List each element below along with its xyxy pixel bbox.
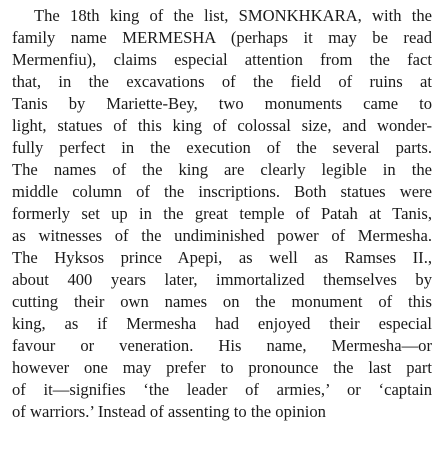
text-line-3: Mermenfiu), claims especial attention from the fact	[12, 50, 432, 69]
text-line-6: light, statues of this king of colossal size, and wonder-	[12, 116, 432, 135]
text-line-14: cutting their own names on the monument of this	[12, 292, 432, 311]
text-line-13: about 400 years later, immortalized themselves by	[12, 270, 432, 289]
text-line-17: however one may prefer to pronounce the last part	[12, 358, 432, 377]
text-line-1: The 18th king of the list, SMONKHKARA, with the	[34, 6, 432, 25]
text-line-9: middle column of the inscriptions. Both statues were	[12, 182, 432, 201]
text-line-19: of warriors.’ Instead of assenting to the opinion	[12, 402, 326, 421]
text-line-5: Tanis by Mariette-Bey, two monuments came to	[12, 94, 432, 113]
text-line-2: family name MERMESHA (perhaps it may be read	[12, 28, 432, 47]
text-line-8: The names of the king are clearly legible in the	[12, 160, 432, 179]
text-line-15: king, as if Mermesha had enjoyed their especial	[12, 314, 432, 333]
text-line-10: formerly set up in the great temple of Patah at Tanis,	[12, 204, 432, 223]
document-page	[12, 5, 432, 423]
text-line-18: of it—signifies ‘the leader of armies,’ or ‘captain	[12, 380, 432, 399]
text-line-11: as witnesses of the undiminished power of Mermesha.	[12, 226, 432, 245]
text-line-7: fully perfect in the execution of the several parts.	[12, 138, 432, 157]
text-line-12: The Hyksos prince Apepi, as well as Ramses II.,	[12, 248, 432, 267]
text-line-4: that, in the excavations of the field of ruins at	[12, 72, 432, 91]
text-line-16: favour or veneration. His name, Mermesha—or	[12, 336, 432, 355]
